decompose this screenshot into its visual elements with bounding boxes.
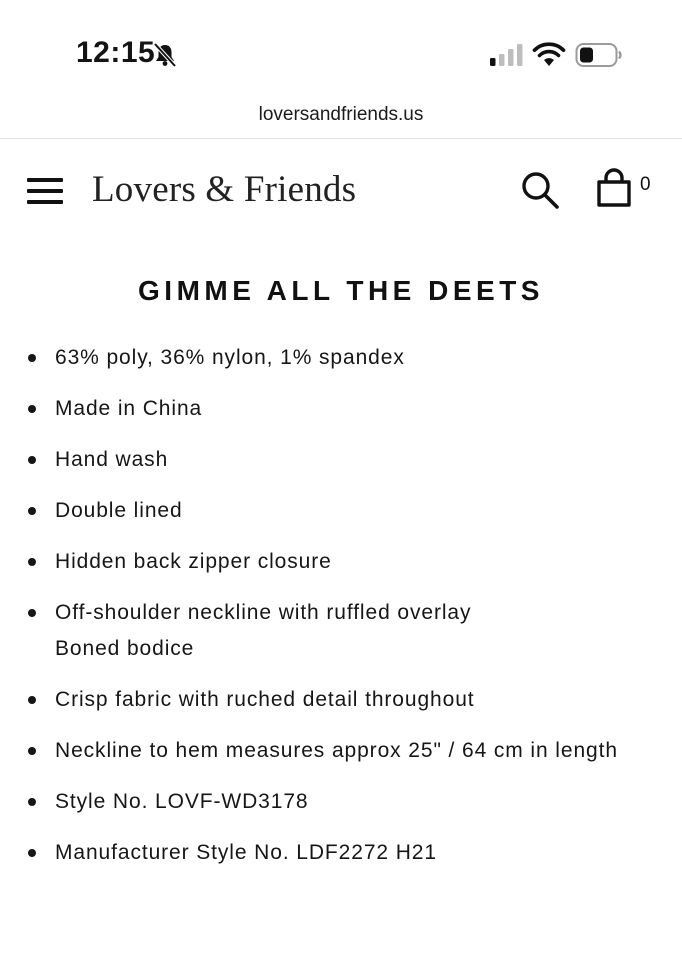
menu-icon[interactable] bbox=[27, 176, 63, 206]
list-item-text: Made in China bbox=[55, 397, 203, 420]
status-time: 12:15 bbox=[76, 36, 156, 69]
url-bar[interactable] bbox=[0, 96, 682, 138]
list-item-text: Hidden back zipper closure bbox=[55, 550, 332, 573]
list-item bbox=[0, 340, 682, 376]
list-item-text: Boned bodice bbox=[55, 637, 195, 660]
list-item-text: Crisp fabric with ruched detail throughout bbox=[55, 688, 475, 711]
url-bar-divider bbox=[0, 138, 682, 139]
list-item bbox=[0, 595, 682, 667]
list-item-text: Double lined bbox=[55, 499, 183, 522]
list-item-text: 63% poly, 36% nylon, 1% spandex bbox=[55, 346, 405, 369]
bullet-icon bbox=[28, 609, 36, 617]
bullet-icon bbox=[28, 696, 36, 704]
list-item bbox=[0, 733, 682, 769]
list-item bbox=[0, 682, 682, 718]
bullet-icon bbox=[28, 507, 36, 515]
list-item-text: Off-shoulder neckline with ruffled overlay bbox=[55, 601, 472, 624]
list-item bbox=[0, 493, 682, 529]
status-bar bbox=[0, 0, 682, 110]
shopping-bag-icon[interactable] bbox=[595, 168, 633, 208]
details-list bbox=[0, 340, 682, 886]
site-header bbox=[0, 140, 682, 240]
list-item bbox=[0, 391, 682, 427]
list-item bbox=[0, 544, 682, 580]
bullet-icon bbox=[28, 849, 36, 857]
bullet-icon bbox=[28, 354, 36, 362]
wifi-icon bbox=[532, 42, 566, 68]
site-logo[interactable]: Lovers & Friends bbox=[92, 169, 357, 210]
list-item bbox=[0, 442, 682, 478]
cart-count: 0 bbox=[640, 174, 651, 195]
search-icon[interactable] bbox=[520, 170, 560, 210]
list-item bbox=[0, 784, 682, 820]
list-item bbox=[0, 835, 682, 871]
bullet-icon bbox=[28, 798, 36, 806]
url-text: loversandfriends.us bbox=[258, 104, 424, 125]
bullet-icon bbox=[28, 456, 36, 464]
cellular-signal-icon bbox=[489, 44, 523, 66]
list-item-text: Manufacturer Style No. LDF2272 H21 bbox=[55, 841, 437, 864]
list-item-text: Neckline to hem measures approx 25" / 64 cm in length bbox=[55, 739, 618, 762]
details-heading: GIMME ALL THE DEETS bbox=[138, 275, 544, 306]
list-item-text: Hand wash bbox=[55, 448, 169, 471]
bullet-icon bbox=[28, 747, 36, 755]
list-item-text: Style No. LOVF-WD3178 bbox=[55, 790, 309, 813]
bell-slash-icon bbox=[152, 42, 178, 68]
bullet-icon bbox=[28, 558, 36, 566]
battery-icon bbox=[575, 42, 623, 68]
bullet-icon bbox=[28, 405, 36, 413]
